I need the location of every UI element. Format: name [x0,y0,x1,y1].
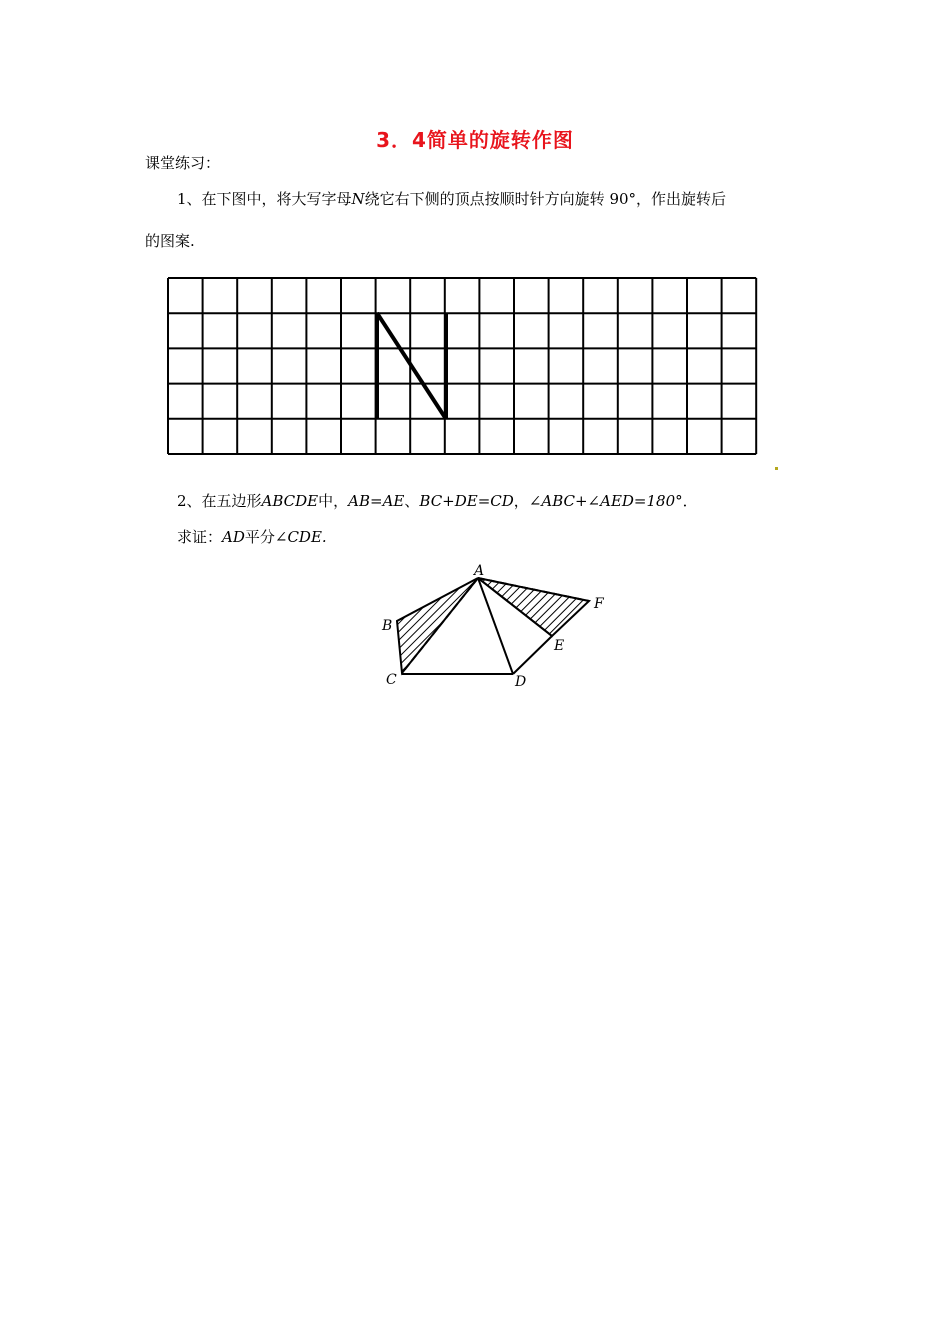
segment-de [513,636,552,674]
label-a: A [474,563,485,579]
q3-text-pre: 求证： [177,528,223,546]
letter-n-diagonal-stroke [377,313,446,419]
pentagon-figure [370,558,615,698]
q1-text-pre: 1、在下图中，将大写字母 [177,190,352,208]
q3-text-mid: 平分 [244,528,275,546]
section-heading: 课堂练习： [145,154,221,172]
label-c: C [386,672,397,688]
q2-text-mid: 中， [318,492,349,510]
stray-dot [775,467,778,470]
q1-text-post: 绕它右下侧的顶点按顺时针方向旋转 90°，作出旋转后 [364,190,727,208]
shaded-triangle-left [397,578,478,673]
q2-condition-3: ∠ABC+∠AED=180° [528,492,683,510]
shaded-triangle-right [478,578,589,636]
q2-text-pre: 2、在五边形 [177,492,262,510]
q2-end: ． [682,492,698,510]
q3-angle: ∠CDE. [274,528,327,546]
q2-shape: ABCDE [261,492,319,510]
grid-lines [168,278,756,454]
question-2-prove [177,526,327,547]
q3-segment: AD [222,528,245,546]
label-e: E [554,638,565,654]
question-1 [177,188,726,209]
q2-separator-2: ， [513,492,529,510]
question-1-continued: 的图案. [145,232,195,250]
label-d: D [515,674,527,690]
label-f: F [594,596,604,612]
q2-condition-2: BC+DE=CD [419,492,514,510]
label-b: B [382,618,393,634]
q2-separator-1: 、 [404,492,420,510]
question-2 [177,490,698,511]
q2-condition-1: AB=AE [348,492,405,510]
grid-figure [165,275,765,460]
q1-letter: N [351,190,365,208]
page-title: 3．4简单的旋转作图 [376,128,574,152]
